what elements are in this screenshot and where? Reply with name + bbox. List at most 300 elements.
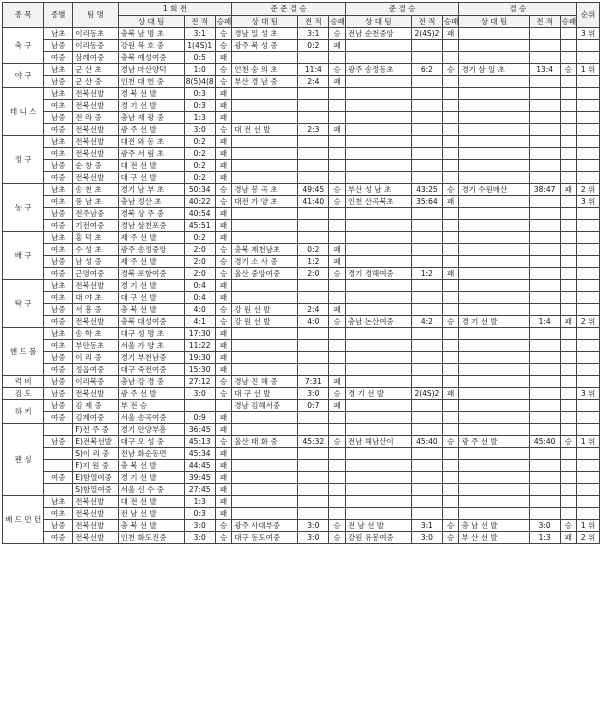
table-row [3,136,600,148]
table-row [3,376,600,388]
gender-cell: 여초 [44,196,73,208]
r1-opponent-cell: 대구 죽전여중 [118,364,184,376]
qf-score-cell: 3:0 [298,532,329,544]
r1-opponent-cell: 경 기 선 발 [118,280,184,292]
team-cell: E)전북선발 [73,436,118,448]
team-cell: 전북선발 [73,388,118,400]
qf-opponent-cell [232,172,298,184]
f-opponent-cell [459,400,529,412]
qf-result-cell [329,136,346,148]
f-opponent-cell [459,52,529,64]
sf-opponent-cell [345,352,411,364]
r1-score-cell: 45:51 [184,220,215,232]
sf-result-cell: 패 [442,28,459,40]
sf-opponent-cell [345,208,411,220]
r1-score-cell: 0:2 [184,148,215,160]
qf-score-cell [298,292,329,304]
f-score-cell [529,448,560,460]
sf-score-cell [411,340,442,352]
f-result-cell [560,388,577,400]
f-score-cell [529,508,560,520]
rank-cell: 2 위 [577,316,600,328]
r1-opponent-cell: 충남 강 경 중 [118,376,184,388]
rank-cell: 1 위 [577,520,600,532]
f-opponent-cell [459,220,529,232]
f-result-cell [560,328,577,340]
r1-opponent-cell: 제 주 선 발 [118,232,184,244]
sf-result-cell [442,244,459,256]
f-score-cell [529,244,560,256]
f-opponent-cell [459,88,529,100]
gender-cell: 남중 [44,388,73,400]
qf-opponent-cell [232,208,298,220]
qf-result-cell [329,412,346,424]
rank-cell [577,220,600,232]
qf-score-cell [298,88,329,100]
f-score-cell [529,100,560,112]
rank-cell [577,124,600,136]
r1-opponent-cell: 경 기 선 발 [118,472,184,484]
sport-name: 농 구 [3,184,44,232]
sf-score-cell [411,376,442,388]
team-cell: 삼례여중 [73,52,118,64]
qf-score-cell [298,328,329,340]
table-row [3,340,600,352]
f-result-cell [560,232,577,244]
sf-score-cell [411,304,442,316]
f-score-cell [529,304,560,316]
gender-cell: 남초 [44,88,73,100]
f-result-cell [560,424,577,436]
f-score-cell [529,28,560,40]
header-gender: 종별 [44,3,73,28]
r1-result-cell: 패 [215,364,232,376]
sf-result-cell: 승 [442,316,459,328]
qf-opponent-cell [232,352,298,364]
rank-cell [577,328,600,340]
r1-opponent-cell: 경 북 선 발 [118,88,184,100]
sf-score-cell [411,112,442,124]
r1-result-cell: 승 [215,28,232,40]
qf-result-cell [329,232,346,244]
header-sf-opponent: 상 대 팀 [345,16,411,28]
qf-score-cell [298,148,329,160]
r1-score-cell: 0:2 [184,232,215,244]
sf-result-cell [442,136,459,148]
sf-score-cell [411,412,442,424]
rank-cell [577,148,600,160]
qf-result-cell [329,424,346,436]
team-cell: 홍 덕 초 [73,232,118,244]
sf-opponent-cell [345,232,411,244]
sf-result-cell [442,328,459,340]
sf-opponent-cell [345,424,411,436]
rank-cell: 3 위 [577,388,600,400]
r1-result-cell: 패 [215,232,232,244]
f-result-cell: 패 [560,184,577,196]
f-opponent-cell [459,304,529,316]
f-opponent-cell [459,280,529,292]
r1-result-cell: 승 [215,304,232,316]
qf-result-cell [329,280,346,292]
qf-score-cell [298,424,329,436]
table-row [3,124,600,136]
sf-result-cell [442,352,459,364]
f-result-cell: 패 [560,316,577,328]
f-result-cell: 승 [560,520,577,532]
sf-score-cell [411,160,442,172]
f-opponent-cell [459,256,529,268]
sf-result-cell [442,472,459,484]
r1-score-cell: 40:22 [184,196,215,208]
r1-score-cell: 2:0 [184,268,215,280]
rank-cell: 1 위 [577,64,600,76]
qf-result-cell [329,220,346,232]
f-opponent-cell [459,196,529,208]
r1-score-cell: 50:34 [184,184,215,196]
sf-result-cell [442,364,459,376]
sf-result-cell [442,112,459,124]
r1-result-cell: 패 [215,280,232,292]
qf-result-cell: 승 [329,268,346,280]
r1-opponent-cell: 경기 남 부 초 [118,184,184,196]
team-cell: 전북선발 [73,148,118,160]
f-opponent-cell [459,112,529,124]
sf-result-cell: 승 [442,532,459,544]
f-opponent-cell [459,100,529,112]
table-row [3,160,600,172]
sf-result-cell: 패 [442,268,459,280]
qf-opponent-cell [232,232,298,244]
table-row [3,40,600,52]
table-row [3,208,600,220]
rank-cell [577,112,600,124]
f-score-cell [529,112,560,124]
r1-result-cell [215,400,232,412]
r1-opponent-cell: 서울 가 양 초 [118,340,184,352]
qf-score-cell: 41:40 [298,196,329,208]
sf-score-cell [411,448,442,460]
sf-score-cell [411,100,442,112]
f-score-cell [529,424,560,436]
sf-opponent-cell [345,304,411,316]
qf-opponent-cell [232,448,298,460]
sf-result-cell [442,376,459,388]
gender-cell: 여중 [44,472,73,484]
sf-result-cell [442,208,459,220]
sport-name: 검 도 [3,388,44,400]
gender-cell: 남중 [44,208,73,220]
sf-opponent-cell [345,88,411,100]
f-score-cell [529,256,560,268]
f-result-cell [560,220,577,232]
team-cell: 전북선발 [73,532,118,544]
gender-cell: 여중 [44,124,73,136]
rank-cell [577,304,600,316]
r1-opponent-cell: 대 구 선 발 [118,172,184,184]
gender-cell: 남초 [44,28,73,40]
r1-result-cell: 패 [215,508,232,520]
rank-cell [577,40,600,52]
table-row [3,220,600,232]
team-cell: 군 산 중 [73,76,118,88]
rank-cell [577,340,600,352]
sf-result-cell [442,100,459,112]
f-result-cell [560,508,577,520]
qf-opponent-cell: 인천 숭 의 초 [232,64,298,76]
gender-cell: 여중 [44,52,73,64]
qf-result-cell [329,172,346,184]
qf-result-cell [329,364,346,376]
r1-result-cell: 승 [215,520,232,532]
sf-result-cell: 패 [442,196,459,208]
qf-score-cell: 1:2 [298,256,329,268]
sf-score-cell [411,472,442,484]
table-row [3,412,600,424]
r1-opponent-cell: 경북 포항여중 [118,268,184,280]
r1-score-cell: 0:3 [184,88,215,100]
f-opponent-cell [459,364,529,376]
qf-result-cell [329,508,346,520]
f-opponent-cell [459,388,529,400]
table-row [3,508,600,520]
r1-opponent-cell: 광 주 선 발 [118,388,184,400]
r1-score-cell: 3:0 [184,388,215,400]
team-cell: 김 제 중 [73,400,118,412]
sf-result-cell [442,232,459,244]
team-cell: 전북선발 [73,136,118,148]
f-score-cell [529,460,560,472]
f-opponent-cell [459,424,529,436]
f-opponent-cell [459,208,529,220]
f-score-cell [529,376,560,388]
r1-score-cell: 3:0 [184,520,215,532]
header-round1: 1 회 전 [118,3,232,16]
gender-cell: 남초 [44,280,73,292]
qf-opponent-cell: 충북 제천남초 [232,244,298,256]
r1-result-cell: 패 [215,148,232,160]
r1-opponent-cell: 대 전 선 발 [118,496,184,508]
gender-cell: 남초 [44,136,73,148]
r1-opponent-cell: 대전 와 동 초 [118,136,184,148]
r1-opponent-cell: 대구 오 성 중 [118,436,184,448]
r1-result-cell: 패 [215,496,232,508]
table-row [3,388,600,400]
sport-name: 펜 싱 [3,424,44,496]
r1-opponent-cell: 충남 정산 초 [118,196,184,208]
sf-score-cell: 3:1 [411,520,442,532]
qf-score-cell [298,484,329,496]
r1-result-cell: 패 [215,220,232,232]
f-result-cell [560,292,577,304]
sf-opponent-cell [345,220,411,232]
team-cell: 전북선발 [73,520,118,532]
qf-opponent-cell [232,460,298,472]
f-opponent-cell [459,160,529,172]
qf-score-cell: 49:45 [298,184,329,196]
r1-score-cell: 11:22 [184,340,215,352]
header-quarterfinal: 준 준 결 승 [232,3,346,16]
gender-cell: 남중 [44,76,73,88]
r1-score-cell: 40:54 [184,208,215,220]
f-result-cell: 승 [560,64,577,76]
r1-opponent-cell: 광 주 선 발 [118,124,184,136]
header-row-top [3,3,600,16]
sf-opponent-cell: 경기 경해여중 [345,268,411,280]
r1-score-cell: 19:30 [184,352,215,364]
f-result-cell [560,352,577,364]
f-opponent-cell [459,412,529,424]
team-cell: 이리동초 [73,28,118,40]
r1-score-cell: 0:2 [184,172,215,184]
f-opponent-cell [459,496,529,508]
team-cell: 전북선발 [73,100,118,112]
qf-result-cell: 패 [329,256,346,268]
f-opponent-cell [459,292,529,304]
f-result-cell: 패 [560,532,577,544]
team-cell: 풍 남 초 [73,196,118,208]
sf-result-cell [442,412,459,424]
qf-result-cell: 패 [329,124,346,136]
qf-result-cell: 패 [329,400,346,412]
f-score-cell [529,196,560,208]
table-row [3,532,600,544]
sf-opponent-cell [345,484,411,496]
sf-score-cell: 4:2 [411,316,442,328]
qf-opponent-cell [232,472,298,484]
gender-cell: 여초 [44,244,73,256]
sf-score-cell [411,460,442,472]
f-score-cell [529,172,560,184]
sf-opponent-cell [345,172,411,184]
r1-score-cell: 1(4S)1 [184,40,215,52]
qf-opponent-cell [232,364,298,376]
qf-result-cell: 승 [329,316,346,328]
f-result-cell [560,472,577,484]
f-result-cell: 승 [560,436,577,448]
table-row [3,52,600,64]
qf-opponent-cell [232,112,298,124]
qf-opponent-cell: 강 원 선 발 [232,304,298,316]
r1-result-cell: 패 [215,52,232,64]
gender-cell: 여중 [44,172,73,184]
team-cell: S)함열여중 [73,484,118,496]
rank-cell [577,232,600,244]
qf-score-cell: 2:3 [298,124,329,136]
f-opponent-cell [459,448,529,460]
qf-score-cell: 0:2 [298,40,329,52]
qf-score-cell [298,460,329,472]
f-result-cell [560,268,577,280]
table-row [3,436,600,448]
qf-result-cell [329,52,346,64]
qf-opponent-cell [232,160,298,172]
qf-result-cell: 패 [329,244,346,256]
sf-result-cell: 승 [442,520,459,532]
rank-cell [577,292,600,304]
r1-score-cell: 0:2 [184,136,215,148]
sf-score-cell [411,508,442,520]
team-cell: 이리동중 [73,40,118,52]
rank-cell [577,244,600,256]
r1-opponent-cell: 충북 예성여중 [118,52,184,64]
r1-result-cell: 승 [215,64,232,76]
f-opponent-cell [459,172,529,184]
rank-cell [577,100,600,112]
sf-score-cell [411,76,442,88]
f-opponent-cell [459,40,529,52]
qf-score-cell: 0:7 [298,400,329,412]
qf-opponent-cell [232,88,298,100]
qf-opponent-cell: 광주 북 성 중 [232,40,298,52]
team-cell: F)전 주 중 [73,424,118,436]
team-cell: 전 라 중 [73,112,118,124]
qf-score-cell [298,448,329,460]
qf-score-cell [298,508,329,520]
table-row [3,268,600,280]
f-result-cell [560,136,577,148]
f-opponent-cell [459,148,529,160]
sf-opponent-cell [345,124,411,136]
sf-result-cell [442,220,459,232]
f-result-cell [560,244,577,256]
header-final: 결 승 [459,3,577,16]
qf-result-cell: 패 [329,304,346,316]
qf-score-cell [298,160,329,172]
f-opponent-cell: 경 기 선 발 [459,316,529,328]
f-score-cell [529,52,560,64]
r1-score-cell: 45:13 [184,436,215,448]
r1-score-cell [184,400,215,412]
f-result-cell [560,40,577,52]
gender-cell: 여중 [44,316,73,328]
f-score-cell: 45:40 [529,436,560,448]
table-row [3,148,600,160]
r1-result-cell: 패 [215,340,232,352]
qf-result-cell [329,496,346,508]
f-score-cell: 38:47 [529,184,560,196]
r1-opponent-cell: 경북 상 주 중 [118,208,184,220]
sf-result-cell [442,148,459,160]
r1-result-cell: 승 [215,196,232,208]
r1-result-cell: 승 [215,316,232,328]
sf-result-cell [442,124,459,136]
r1-result-cell: 패 [215,208,232,220]
qf-result-cell: 승 [329,64,346,76]
qf-opponent-cell [232,136,298,148]
qf-opponent-cell [232,280,298,292]
sf-opponent-cell [345,280,411,292]
table-row [3,196,600,208]
r1-result-cell: 승 [215,124,232,136]
f-result-cell [560,340,577,352]
f-score-cell [529,472,560,484]
r1-score-cell: 1:0 [184,64,215,76]
qf-score-cell [298,496,329,508]
team-cell: 대 야 초 [73,292,118,304]
gender-cell: 남초 [44,496,73,508]
sf-opponent-cell: 전남 해남산이 [345,436,411,448]
r1-score-cell: 0:4 [184,292,215,304]
sf-opponent-cell: 인천 산곡북초 [345,196,411,208]
sf-result-cell [442,160,459,172]
qf-score-cell: 3:0 [298,388,329,400]
r1-opponent-cell: 경기 부천남중 [118,352,184,364]
r1-opponent-cell: 인천 대 헌 중 [118,76,184,88]
sf-score-cell: 2(4S)2 [411,28,442,40]
qf-score-cell [298,220,329,232]
qf-result-cell: 승 [329,520,346,532]
